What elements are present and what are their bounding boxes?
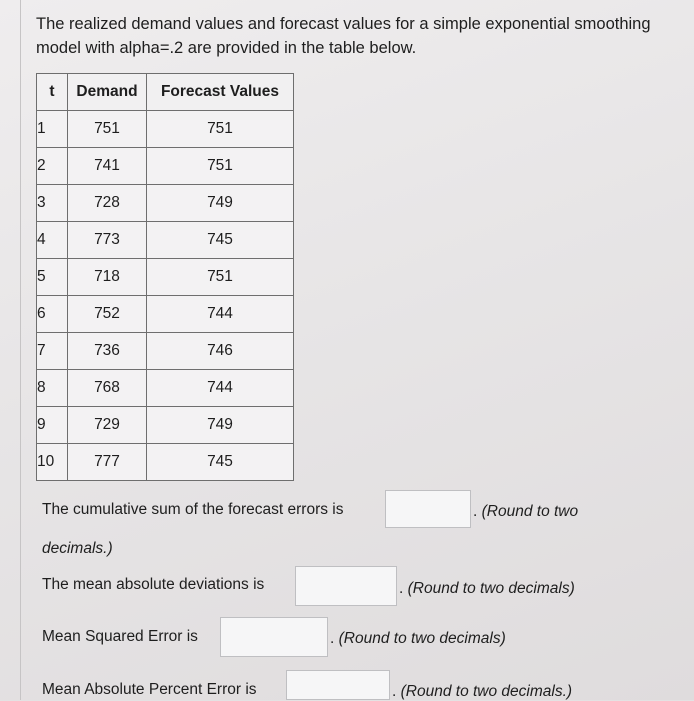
header-forecast: Forecast Values: [147, 74, 294, 111]
mse-round-note-text: (Round to two decimals): [338, 630, 506, 647]
cell-forecast: 745: [147, 222, 294, 259]
cell-t: 6: [37, 296, 68, 333]
cell-forecast: 751: [147, 148, 294, 185]
cfe-question-label: The cumulative sum of the forecast errors is: [42, 501, 344, 518]
cell-demand: 736: [68, 333, 147, 370]
cell-demand: 741: [68, 148, 147, 185]
header-t: t: [37, 74, 68, 111]
cell-t: 5: [37, 259, 68, 296]
cell-forecast: 744: [147, 296, 294, 333]
cfe-answer-input[interactable]: [385, 490, 471, 528]
table-row: [37, 222, 294, 259]
table-header-row: [37, 74, 294, 111]
cell-t: 9: [37, 407, 68, 444]
cell-demand: 773: [68, 222, 147, 259]
table-row: [37, 111, 294, 148]
cell-forecast: 744: [147, 370, 294, 407]
table-row: [37, 185, 294, 222]
table-row: [37, 333, 294, 370]
header-demand: Demand: [68, 74, 147, 111]
table-row: [37, 259, 294, 296]
cell-demand: 718: [68, 259, 147, 296]
table-row: [37, 296, 294, 333]
cell-t: 10: [37, 444, 68, 481]
mad-question-label: The mean absolute deviations is: [42, 576, 265, 593]
cell-forecast: 749: [147, 185, 294, 222]
mape-question-label: Mean Absolute Percent Error is: [42, 681, 257, 698]
cell-t: 1: [37, 111, 68, 148]
table-row: [37, 407, 294, 444]
mape-answer-input[interactable]: [286, 670, 390, 700]
cell-demand: 752: [68, 296, 147, 333]
cell-t: 8: [37, 370, 68, 407]
cell-demand: 728: [68, 185, 147, 222]
cell-t: 3: [37, 185, 68, 222]
mad-answer-input[interactable]: [295, 566, 397, 606]
cell-demand: 729: [68, 407, 147, 444]
mse-period: .: [330, 630, 335, 647]
cell-forecast: 751: [147, 111, 294, 148]
cell-demand: 768: [68, 370, 147, 407]
cfe-round-note-text: (Round to two: [481, 503, 579, 520]
mape-round-note: [392, 683, 572, 701]
table-row: [37, 148, 294, 185]
mad-round-note-text: (Round to two decimals): [407, 580, 575, 597]
cell-forecast: 746: [147, 333, 294, 370]
cell-demand: 777: [68, 444, 147, 481]
cell-forecast: 751: [147, 259, 294, 296]
cell-forecast: 745: [147, 444, 294, 481]
mse-round-note: [330, 630, 506, 648]
mse-question-label: Mean Squared Error is: [42, 628, 198, 645]
mad-round-note: [399, 580, 575, 598]
page-edge-line: [20, 0, 21, 700]
table-row: [37, 370, 294, 407]
cell-t: 7: [37, 333, 68, 370]
cell-demand: 751: [68, 111, 147, 148]
cfe-round-note: [473, 503, 578, 521]
cell-t: 4: [37, 222, 68, 259]
mse-answer-input[interactable]: [220, 617, 328, 657]
cell-t: 2: [37, 148, 68, 185]
mape-round-note-text: (Round to two decimals.): [400, 683, 573, 700]
demand-forecast-table: [36, 73, 294, 481]
cell-forecast: 749: [147, 407, 294, 444]
cfe-period: .: [473, 503, 478, 520]
mape-period: .: [392, 683, 397, 700]
mad-period: .: [399, 580, 404, 597]
table-row: [37, 444, 294, 481]
cfe-round-note-cont: decimals.): [42, 540, 113, 557]
question-intro: The realized demand values and forecast values for a simple exponential smoothing model with alpha=.2 are provided in the table below.: [36, 15, 651, 57]
